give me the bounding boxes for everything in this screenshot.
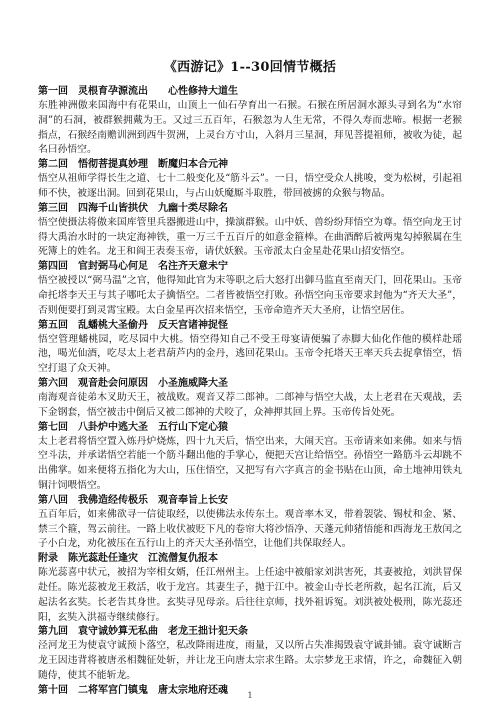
chapter-number: 第五回 xyxy=(38,319,68,331)
chapter-number: 第七回 xyxy=(38,421,68,433)
chapter-section xyxy=(38,625,462,683)
chapter-title: 乱蟠桃大圣偷丹 反天宫诸神捉怪 xyxy=(78,319,228,331)
chapter-number: 第八回 xyxy=(38,494,68,506)
chapter-heading xyxy=(38,85,462,99)
chapter-number: 附录 xyxy=(38,553,58,565)
chapter-heading xyxy=(38,377,462,391)
page-number: 1 xyxy=(247,691,253,700)
chapter-title: 四海千山皆拱伏 九幽十类尽除名 xyxy=(78,202,228,214)
chapter-heading xyxy=(38,260,462,274)
chapter-heading xyxy=(38,202,462,216)
chapter-title: 灵根育孕源流出 心性修持大道生 xyxy=(78,86,238,97)
chapter-section xyxy=(38,494,462,552)
chapter-summary: 悟空使摄法将傲来国库管里兵器搬进山中，操演群猴。山中妖、兽纷纷拜悟空为尊。悟空向龙王讨得大禹治水时的一块定海神铁，重一万三千五百斤的如意金箍棒。在曲酒醉后被两鬼勾掉猴属在生死簿上的姓名。龙王和阎王表奏玉帝，请伏妖猴。玉帝派太白金星赴花果山招安悟空。 xyxy=(38,216,462,258)
chapter-heading xyxy=(38,625,462,639)
chapter-number: 第十回 xyxy=(38,684,68,696)
chapter-summary: 泾河龙王为使袁守诚预卜落空，私改降雨进度，雨量，又以所占失准揭毁袁守诚卦铺。袁守诚断言龙王因违背将被唐丞相魏征处斩，并让龙王向唐太宗求生路。太宗梦龙王求情，许之，命魏征入朝随侍，使其不能斩龙。 xyxy=(38,640,462,681)
chapter-summary: 悟空被授以“弼马温”之官，他得知此官为末等职之后大怒打出御马监直至南天门，回花果山。玉帝命托塔李天王与其子哪吒太子擒悟空。二者皆被悟空打败。孙悟空向玉帝要求封他为“齐天大圣”，否则便要打到灵霄宝殿。太白金星再次招来悟空，玉帝命造齐天大圣府，让悟空居住。 xyxy=(38,275,462,316)
chapter-number: 第一回 xyxy=(38,86,68,97)
chapter-heading xyxy=(38,421,462,435)
chapter-summary: 悟空从祖师学得长生之道、七十二般变化及“筋斗云”。一日，悟空受众人挑唆，变为松树，引起祖师不快，被逐出洞。回到花果山，与占山妖魔厮斗取胜，带回被掳的众猴与物品。 xyxy=(38,173,462,199)
chapter-section xyxy=(38,377,462,421)
chapter-number: 第三回 xyxy=(38,202,68,214)
chapter-title: 陈光蕊赴任逢灾 江流僧复仇报本 xyxy=(68,553,218,565)
chapter-section xyxy=(38,202,462,260)
chapter-summary: 悟空管理蟠桃园，吃尽园中大桃。悟空得知自己不受王母宴请便骗了赤脚大仙化作他的模样赴瑶池，喝光仙酒，吃尽太上老君葫芦内的金丹，逃回花果山。玉帝令托塔天王率天兵去捉拿悟空，悟空打退了众天神。 xyxy=(38,333,462,375)
document-title: 《西游记》1--30回情节概括 xyxy=(163,60,337,75)
chapter-title: 我佛造经传极乐 观音奉旨上长安 xyxy=(78,494,228,506)
chapter-title: 八卦炉中逃大圣 五行山下定心猿 xyxy=(78,421,228,433)
chapter-number: 第四回 xyxy=(38,261,68,273)
chapter-summary: 太上老君将悟空置入炼丹炉烧炼，四十九天后，悟空出来，大闹天宫。玉帝请来如来佛。如来与悟空斗法，并承诺悟空若能一个筋斗翻出他的手掌心，便把天宫让给悟空。孙悟空一路筋斗云却跳不出佛掌。如来便将五指化为大山，压住悟空，又把写有六字真言的金书贴在山顶，命土地神用铁丸铜汁饲喂悟空。 xyxy=(38,435,462,491)
chapter-section xyxy=(38,85,462,158)
chapter-heading xyxy=(38,494,462,508)
chapter-summary: 南海观音徒弟木叉助天王，被战败。观音又荐二郎神。二郎神与悟空大战，太上老君在天观战，丢下金钢套，悟空被击中倒后又被二郎神的犬咬了，众神押其回上界。玉帝传旨处死。 xyxy=(38,391,462,418)
chapter-title: 观音赴会问原因 小圣施威降大圣 xyxy=(78,377,228,389)
chapter-section xyxy=(38,260,462,318)
chapter-summary: 东胜神洲傲来国海中有花果山，山顶上一仙石孕育出一石猴。石猴在所居洞水源头寻到名为“水帘洞”的石洞，被群猴拥戴为王。又过三五百年，石猴忽为人生无常，不得久寿而悲啼。根据一老猴指点，石猴经南赡训洲到西牛贺洲，上灵台方寸山，入斜月三星洞，拜见菩提祖师，被收为徒，起名曰孙悟空。 xyxy=(38,100,462,156)
chapter-list xyxy=(38,85,462,698)
chapter-title: 袁守诚妙算无私曲 老龙王拙计犯天条 xyxy=(78,626,248,638)
chapter-heading xyxy=(38,319,462,333)
chapter-section xyxy=(38,552,462,625)
chapter-section xyxy=(38,319,462,377)
chapter-section xyxy=(38,421,462,494)
chapter-title: 悟彻菩提真妙理 断魔归本合元神 xyxy=(78,159,228,171)
chapter-number: 第六回 xyxy=(38,377,68,389)
chapter-number: 第二回 xyxy=(38,159,68,171)
chapter-heading xyxy=(38,158,462,172)
chapter-title: 官封弼马心何足 名注齐天意未宁 xyxy=(78,261,228,273)
chapter-number: 第九回 xyxy=(38,626,68,638)
chapter-section xyxy=(38,158,462,202)
chapter-summary: 陈光蕊喜中状元，被招为宰相女婿，任江州州主。上任途中被船家刘洪害死，其妻被抢，刘洪冒保赴任。陈光蕊被龙王救活，收于龙宫。其妻生子，抛于江中。被金山寺长老所救，起名江流，后又起法名玄奘。长老告其身世。玄奘寻见母亲。后往往京师，找外祖诉冤。刘洪被处极刑，陈光蕊还阳，玄奘入洪福寺继续修行。 xyxy=(38,567,462,623)
chapter-heading xyxy=(38,552,462,566)
chapter-title: 二将军宫门镇鬼 唐太宗地府还魂 xyxy=(78,684,228,696)
chapter-summary: 五百年后，如来佛欲寻一信徒取经，以使佛法永传东土。观音率木叉，带着袈裟、锡杖和金、紧、禁三个箍，驾云前往。一路上收伏被贬下凡的卷帘大将沙悟净、天蓬元帅猪悟能和西海龙王敖闰之子小白龙，劝化被压在五行山上的齐天大圣孙悟空，让他们共保取经人。 xyxy=(38,508,462,550)
